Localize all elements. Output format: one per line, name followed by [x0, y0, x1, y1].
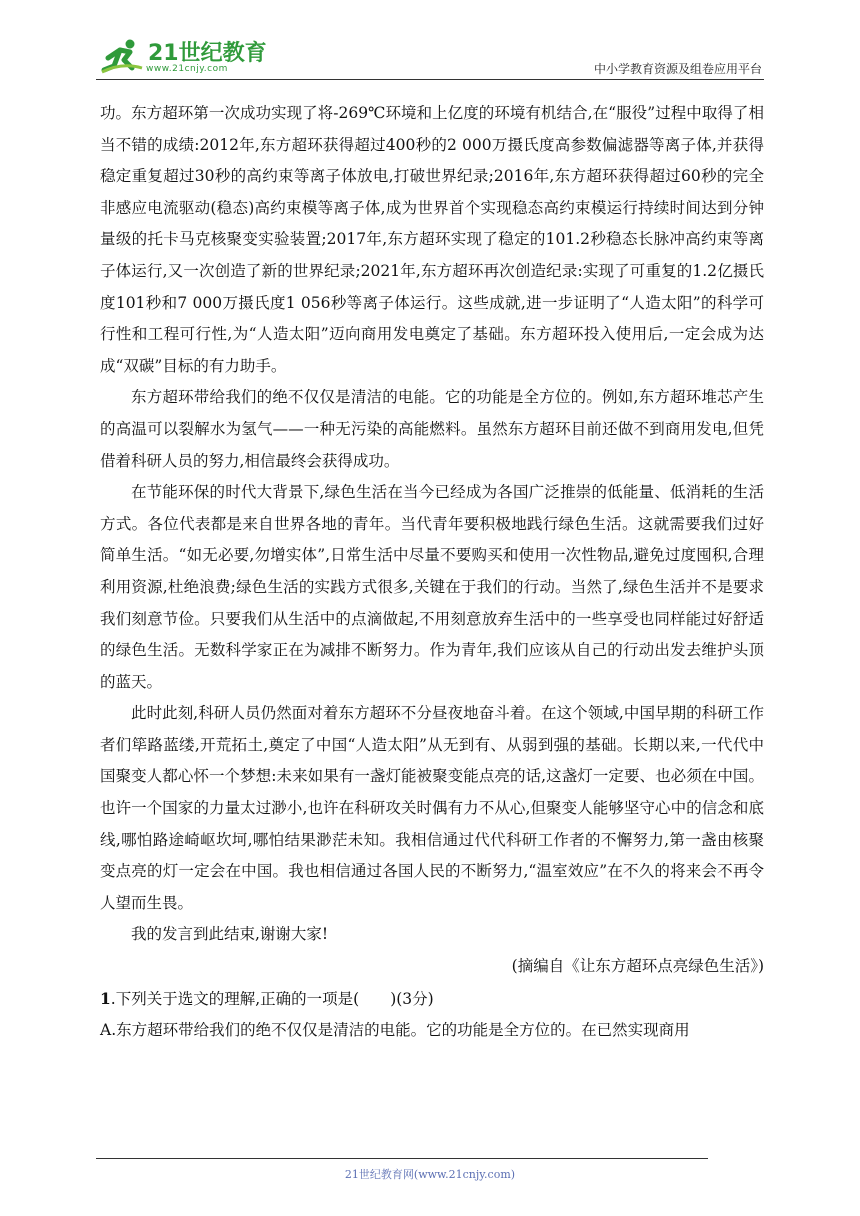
logo-text: 21世纪教育: [148, 41, 267, 66]
question-number: 1: [100, 988, 111, 1008]
logo-url: www.21cnjy.com: [146, 64, 228, 74]
question-text: .下列关于选文的理解,正确的一项是( )(3分): [110, 989, 434, 1008]
paragraph: 功。东方超环第一次成功实现了将-269℃环境和上亿度的环境有机结合,在“服役”过程中取得了相当不错的成绩:2012年,东方超环获得超过400秒的2 000万摄氏度高参数偏滤器等离子体,并获得稳定重复超过30秒的高约束等离子体放电,打破世界纪录;2016年,东方超环获得超过60秒的完全非感应电流驱动(稳态)高约束模等离子体,成为世界首个实现稳态高约束模运行持续时间达到分钟量级的托卡马克核聚变实验装置;2017年,东方超环实现了稳定的101.2秒稳态长脉冲高约束等离子体运行,又一次创造了新的世界纪录;2021年,东方超环再次创造纪录:实现了可重复的1.2亿摄氏度101秒和7 000万摄氏度1 056秒等离子体运行。这些成就,进一步证明了“人造太阳”的科学可行性和工程可行性,为“人造太阳”迈向商用发电奠定了基础。东方超环投入使用后,一定会成为达成“双碳”目标的有力助手。: [100, 104, 764, 375]
paragraph: 此时此刻,科研人员仍然面对着东方超环不分昼夜地奋斗着。在这个领域,中国早期的科研工作者们筚路蓝缕,开荒拓土,奠定了中国“人造太阳”从无到有、从弱到强的基础。长期以来,一代代中国聚变人都心怀一个梦想:未来如果有一盏灯能被聚变能点亮的话,这盏灯一定要、也必须在中国。也许一个国家的力量太过渺小,也许在科研攻关时偶有力不从心,但聚变人能够坚守心中的信念和底线,哪怕路途崎岖坎坷,哪怕结果渺茫未知。我相信通过代代科研工作者的不懈努力,第一盏由核聚变点亮的灯一定会在中国。我也相信通过各国人民的不断努力,“温室效应”在不久的将来会不再令人望而生畏。: [100, 704, 764, 912]
page-header: [96, 34, 764, 80]
article-body: [100, 98, 764, 1047]
logo: [96, 34, 276, 78]
paragraph: 在节能环保的时代大背景下,绿色生活在当今已经成为各国广泛推崇的低能量、低消耗的生活方式。各位代表都是来自世界各地的青年。当代青年要积极地践行绿色生活。这就需要我们过好简单生活。“如无必要,勿增实体”,日常生活中尽量不要购买和使用一次性物品,避免过度囤积,合理利用资源,杜绝浪费;绿色生活的实践方式很多,关键在于我们的行动。当然了,绿色生活并不是要求我们刻意节俭。只要我们从生活中的点滴做起,不用刻意放弃生活中的一些享受也同样能过好舒适的绿色生活。无数科学家正在为减排不断努力。作为青年,我们应该从自己的行动出发去维护头顶的蓝天。: [100, 483, 764, 691]
question-stem: [100, 983, 764, 1016]
paragraph: 东方超环带给我们的绝不仅仅是清洁的电能。它的功能是全方位的。例如,东方超环堆芯产生的高温可以裂解水为氢气——一种无污染的高能燃料。虽然东方超环目前还做不到商用发电,但凭借着科研人员的努力,相信最终会获得成功。: [100, 388, 764, 470]
footer-divider: [96, 1158, 708, 1159]
source-citation: (摘编自《让东方超环点亮绿色生活》): [511, 957, 764, 976]
paragraph: 我的发言到此结束,谢谢大家!: [131, 925, 329, 944]
platform-label: 中小学教育资源及组卷应用平台: [593, 62, 762, 76]
option-a: A.东方超环带给我们的绝不仅仅是清洁的电能。它的功能是全方位的。在已然实现商用: [100, 1021, 690, 1040]
header-divider: [96, 79, 764, 80]
page-footer: 21世纪教育网(www.21cnjy.com): [344, 1168, 516, 1181]
runner-logo-icon: [100, 38, 144, 76]
